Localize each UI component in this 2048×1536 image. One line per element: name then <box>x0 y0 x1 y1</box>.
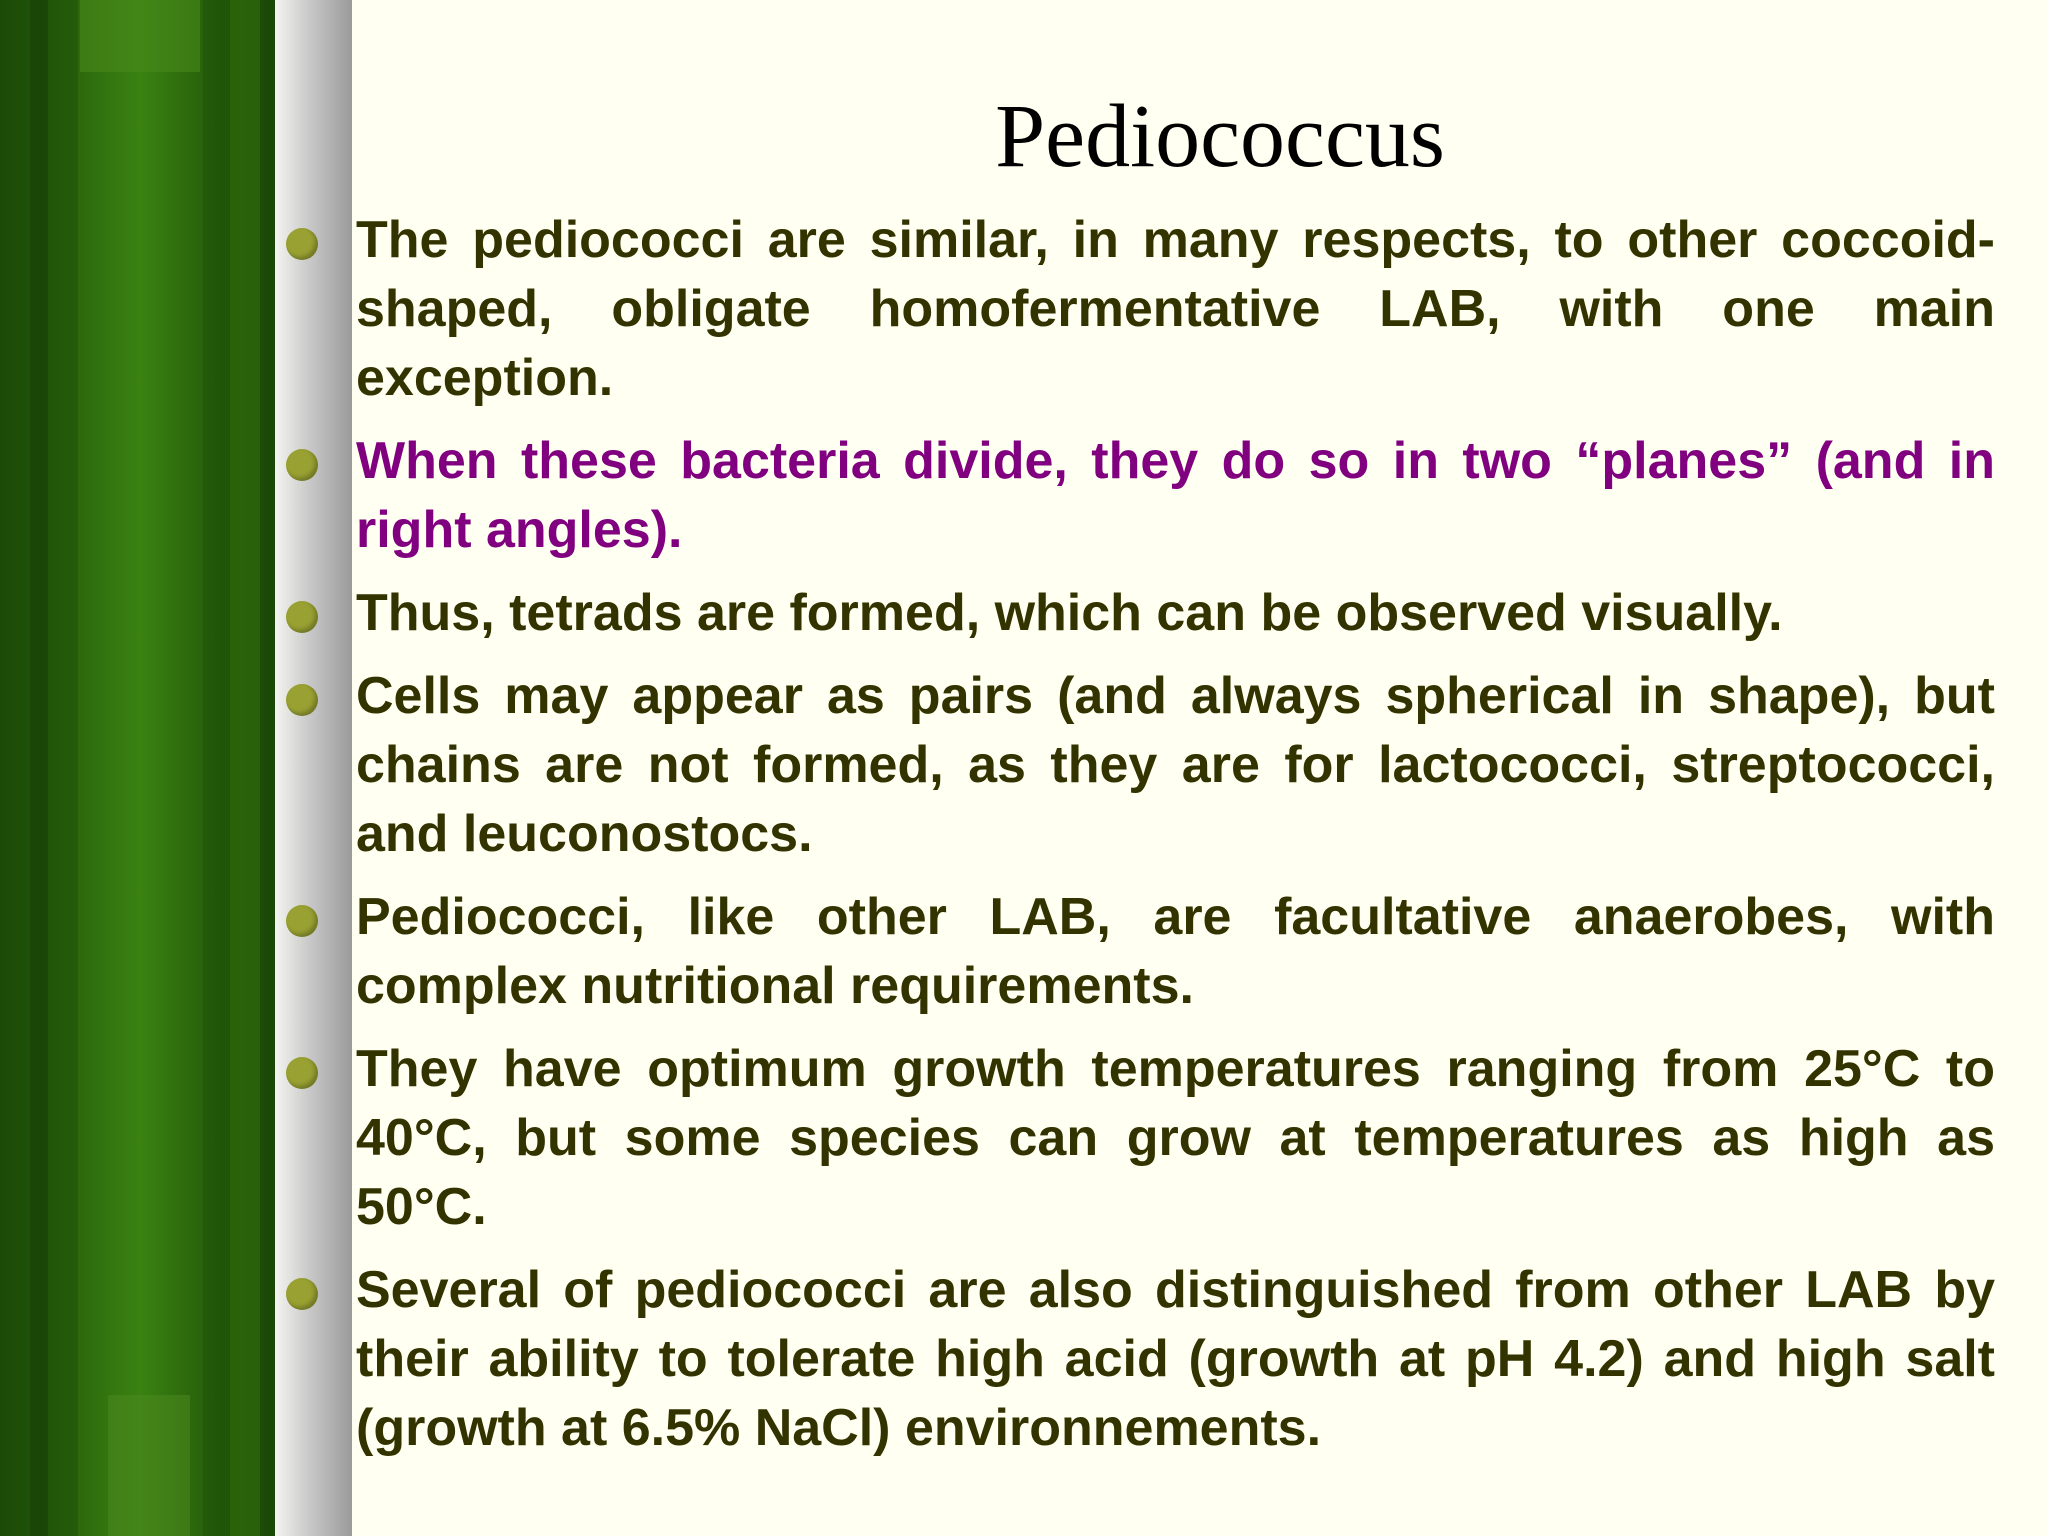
bullet-text: When these bacteria divide, they do so in two “planes” (and in right angles). <box>356 432 1995 559</box>
bullet-item-highlighted <box>282 427 1995 565</box>
bullet-dot-icon <box>286 905 318 937</box>
bullet-dot-icon <box>286 449 318 481</box>
slide-title: Pediococcus <box>995 87 1445 186</box>
bullet-dot-icon <box>286 1057 318 1089</box>
bullet-dot-icon <box>286 228 318 260</box>
bullet-dot-icon <box>286 1278 318 1310</box>
bullet-text: Pediococci, like other LAB, are facultative anaerobes, with complex nutritional requirements. <box>356 888 1995 1015</box>
bullet-item <box>282 579 1995 648</box>
bullet-item <box>282 883 1995 1021</box>
bullet-item <box>282 1256 1995 1463</box>
bullet-dot-icon <box>286 601 318 633</box>
bullet-text: They have optimum growth temperatures ranging from 25°C to 40°C, but some species can grow at temperatures as high as 50°C. <box>356 1040 1995 1236</box>
bullet-text: The pediococci are similar, in many respects, to other coccoid-shaped, obligate homofermentative LAB, with one main exception. <box>356 211 1995 407</box>
bullet-item <box>282 1035 1995 1242</box>
bullet-text: Cells may appear as pairs (and always spherical in shape), but chains are not formed, as they are for lactococci, streptococci, and leuconostocs. <box>356 667 1995 863</box>
bullet-text: Several of pediococci are also distinguished from other LAB by their ability to tolerate high acid (growth at pH 4.2) and high salt (growth at 6.5% NaCl) environnements. <box>356 1261 1995 1457</box>
bullet-text: Thus, tetrads are formed, which can be observed visually. <box>356 584 1783 642</box>
bullet-item <box>282 662 1995 869</box>
bullet-dot-icon <box>286 684 318 716</box>
bullet-list <box>282 206 1995 1477</box>
bullet-item <box>282 206 1995 413</box>
